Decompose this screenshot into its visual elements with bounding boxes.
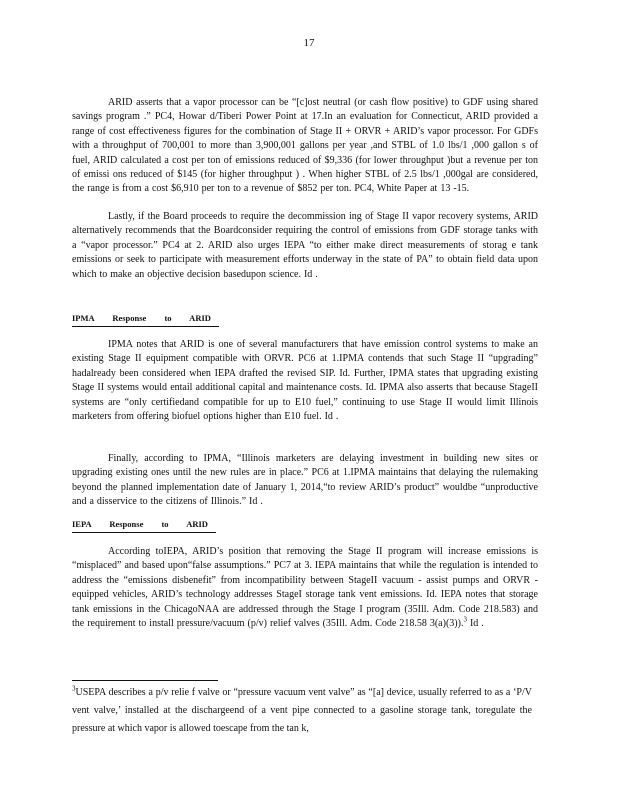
page-number: 17: [303, 37, 315, 49]
paragraph-ipma-finally: [72, 452, 538, 510]
paragraph-text: IPMA notes that ARID is one of several manufacturers that have emission control systems to make an existing Stage II equipment compatible with ORVR. PC6 at 1.IPMA contends that such Stage II “upgrading” hadalready been considered when IEPA drafted the revised SIP. Id. Further, IPMA states that upgrading existing Stage II systems would entail additional capital and maintenance costs. Id. IPMA also asserts that because StageII systems are “only certifiedand compatible for up to E10 fuel,” continuing to use Stage II would limit Illinois marketers from offering biofuel options higher than E10 fuel. Id .: [72, 339, 538, 423]
paragraph-text: ARID asserts that a vapor processor can be “[c]ost neutral (or cash flow positive) to GDF using shared savings program .” PC4, Howar d/Tiberi Power Point at 17.In an evaluation for Connecticut, ARID provided a range of cost effectiveness figures for the combination of Stage II + ORVR + ARID’s vapor processor. For GDFs with a throughput of 700,001 to more than 3,900,001 gallons per year ,and STBL of 1.0 lbs/1 ,000 gallon s of fuel, ARID calculated a cost per ton of emissions reduced of $9,336 (for lower throughput )but a revenue per ton of emissi ons reduced of $145 (for higher throughput ) . When higher STBL of 2.5 lbs/1 ,000gal are considered, the range is from a cost $6,910 per ton to a revenue of $852 per ton. PC4, White Paper at 13 -15.: [72, 97, 538, 195]
paragraph-text: Lastly, if the Board proceeds to require the decommission ing of Stage II vapor recovery systems, ARID alternatively recommends that the Boardconsider requiring the control of emissions from GDF storage tanks with a “vapor processor.” PC4 at 2. ARID also urges IEPA “to either make direct measurements of storag e tank emissions or seek to participate with measurement efforts underway in the state of PA” to obtain field data upon which to make an objective decision basedupon science. Id .: [72, 211, 538, 280]
footnote-body: USEPA describes a p/v relie f valve or “pressure vacuum vent valve” as “[a] device, usually referred to as a ‘P/V vent valve,’ installed at the dischargeend of a vent pipe connected to a gasoline storage tank, toregulate the pressure at which vapor is allowed toescape from the tan k,: [72, 687, 532, 734]
footnote-marker: 3: [72, 684, 76, 693]
footnote-separator: [72, 680, 218, 681]
footnote: [72, 684, 532, 738]
paragraph-arid-cost: [72, 96, 538, 197]
paragraph-text: [72, 545, 538, 631]
section-heading-ipma: IPMA Response to ARID: [72, 311, 219, 327]
paragraph-text: Finally, according to IPMA, “Illinois marketers are delaying investment in building new sites or upgrading existing ones until the new rules are in place.” PC6 at 1.IPMA maintains that delaying the rulemaking beyond the planned implementation date of January 1, 2014,“to review ARID’s product” wouldbe “unproductive and a disservice to the citizens of Illinois.” Id .: [72, 453, 538, 508]
paragraph-ipma-notes: [72, 338, 538, 424]
paragraph-iepa-response: [72, 545, 538, 631]
paragraph-arid-alternative: [72, 210, 538, 282]
paragraph-body: According toIEPA, ARID’s position that removing the Stage II program will increase emissions is “misplaced” and based upon“false assumptions.” PC7 at 3. IEPA maintains that while the regulation is intended to address the “emissions disbenefit” from incompatibility between StageII vacuum - assist pumps and ORVR - equipped vehicles, ARID’s technology addresses StageI storage tank vent emissions. Id. IEPA notes that storage tank emissions in the ChicagoNAA are addressed through the Stage I program (35Ill. Adm. Code 218.583) and the requirement to install pressure/vacuum (p/v) relief valves (35Ill. Adm. Code 218.58 3(a)(3)).: [72, 546, 538, 630]
footnote-text: [72, 684, 532, 738]
footnote-reference: 3: [463, 615, 467, 624]
id-citation: Id .: [469, 618, 484, 630]
section-heading-iepa: IEPA Response to ARID: [72, 517, 216, 533]
